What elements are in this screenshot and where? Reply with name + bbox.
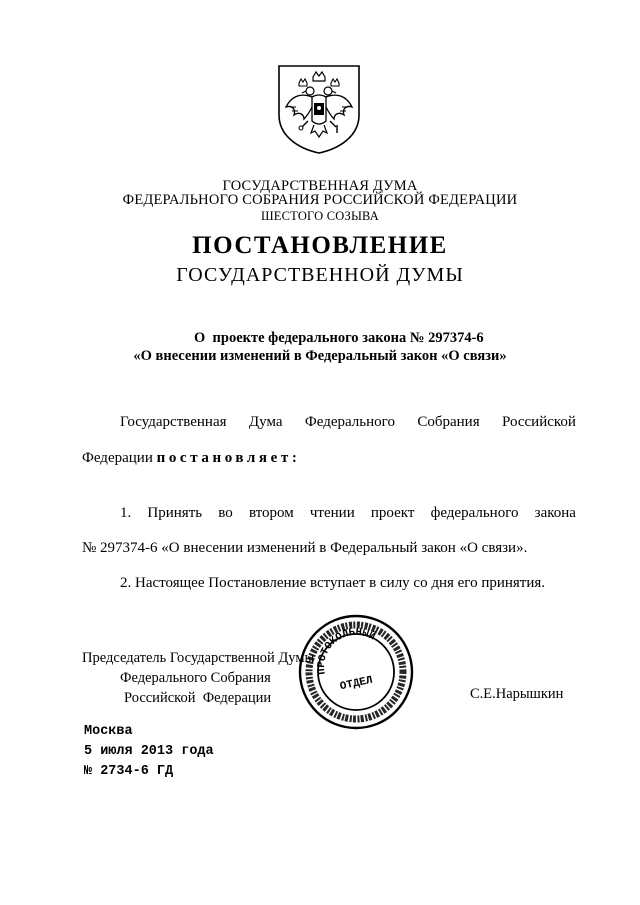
stamp-seal-icon — [296, 612, 416, 732]
item-1-word: втором — [248, 505, 294, 521]
stamp-inner-top-text: ПРОТОКОЛЬНЫЙ — [315, 626, 378, 676]
item-1-word: проект — [370, 505, 415, 521]
preamble-line-1 — [120, 414, 576, 431]
preamble-resolves: постановляет: — [156, 450, 301, 466]
footer-document-number: № 2734-6 ГД — [84, 764, 174, 779]
russian-coat-of-arms-icon — [276, 63, 362, 155]
subject-line-2: «О внесении изменений в Федеральный закон «О связи» — [133, 348, 507, 364]
footer-date: 5 июля 2013 года — [84, 744, 214, 759]
preamble-federation: Федерации — [82, 450, 153, 466]
item-1-line-2: № 297374-6 «О внесении изменений в Федеральный закон «О связи». — [82, 540, 528, 556]
signatory-name: С.Е.Нарышкин — [470, 686, 564, 702]
preamble-word: Государственная — [120, 414, 227, 430]
subject-line-1: О проекте федерального закона № 297374-6 — [194, 330, 484, 346]
preamble-word: Российской — [502, 414, 576, 430]
preamble-word: Дума — [248, 414, 283, 430]
header-line-convocation: ШЕСТОГО СОЗЫВА — [260, 209, 380, 223]
header-line-duma: ГОСУДАРСТВЕННАЯ ДУМА — [222, 178, 418, 194]
header-line-federal-assembly: ФЕДЕРАЛЬНОГО СОБРАНИЯ РОССИЙСКОЙ ФЕДЕРАЦИИ — [122, 192, 518, 208]
preamble-line-2 — [82, 450, 300, 467]
item-2: 2. Настоящее Постановление вступает в силу со дня его принятия. — [120, 575, 546, 591]
official-stamp — [296, 612, 416, 732]
signatory-title-line-3: Российской Федерации — [124, 690, 272, 706]
document-subtitle: ГОСУДАРСТВЕННОЙ ДУМЫ — [176, 264, 464, 286]
item-1-word: федерального — [430, 505, 519, 521]
item-1-word: закона — [534, 505, 576, 521]
stamp-inner-bottom-text: ОТДЕЛ — [339, 674, 374, 694]
preamble-word: Собрания — [417, 414, 480, 430]
signatory-title-line-1: Председатель Государственной Думы — [82, 650, 315, 666]
document-title: ПОСТАНОВЛЕНИЕ — [192, 232, 448, 259]
item-1-line-1 — [120, 505, 576, 522]
coat-of-arms-emblem — [276, 63, 362, 155]
footer-city: Москва — [84, 724, 133, 739]
item-1-word: чтении — [309, 505, 355, 521]
signatory-title-line-2: Федерального Собрания — [120, 670, 271, 686]
item-1-word: Принять — [147, 505, 203, 521]
item-1-word: во — [218, 505, 233, 521]
item-1-word: 1. — [120, 505, 132, 521]
preamble-word: Федерального — [304, 414, 395, 430]
